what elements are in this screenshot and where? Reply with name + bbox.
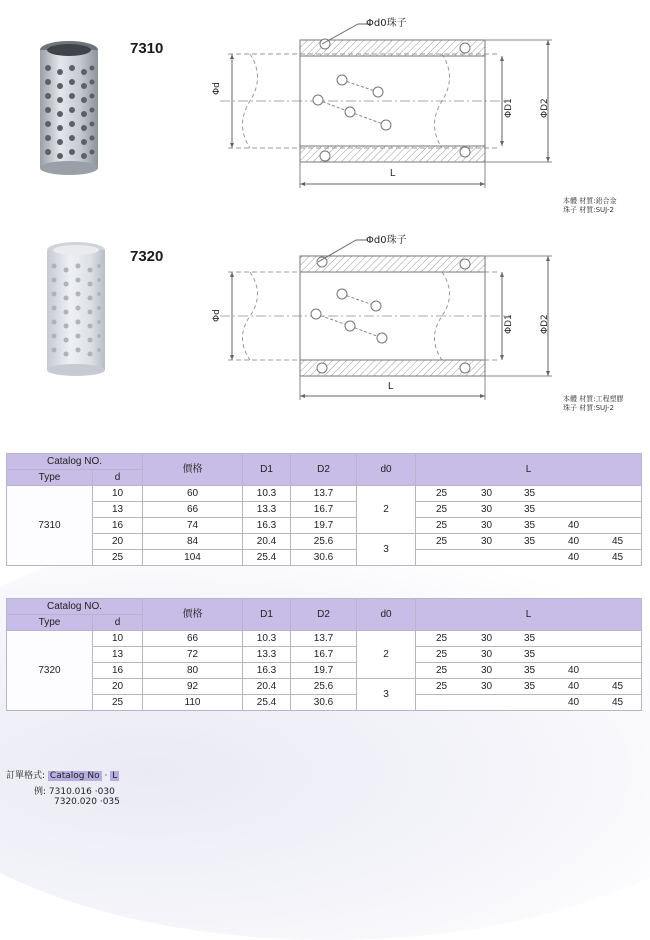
header-d: d	[93, 615, 143, 631]
dim-d1-7310: ΦD1	[504, 98, 514, 118]
cell-d1: 20.4	[243, 534, 291, 550]
product-7310-photo	[28, 38, 110, 180]
header-price: 價格	[143, 454, 243, 486]
l-value: 25	[436, 633, 448, 644]
cell-price: 104	[143, 550, 243, 566]
l-value: 30	[481, 520, 493, 531]
order-l-box: L	[112, 771, 118, 781]
dim-d2-7310: ΦD2	[540, 98, 550, 118]
l-value: 30	[481, 536, 493, 547]
cell-d2: 30.6	[291, 695, 357, 711]
l-value: 45	[612, 552, 624, 563]
material-line: 本體 材質:鋁合金	[563, 197, 617, 205]
l-value: 25	[436, 536, 448, 547]
cell-d: 20	[93, 534, 143, 550]
header-l: L	[416, 599, 642, 631]
background-swoosh	[0, 520, 650, 940]
cell-d: 16	[93, 663, 143, 679]
ball-label-7320: Φd0珠子	[366, 235, 407, 246]
cell-d: 13	[93, 647, 143, 663]
cell-l	[416, 631, 642, 647]
cell-price: 72	[143, 647, 243, 663]
header-type: Type	[7, 470, 93, 486]
cell-d2: 19.7	[291, 518, 357, 534]
header-d1: D1	[243, 599, 291, 631]
l-value: 30	[481, 633, 493, 644]
cell-d2: 25.6	[291, 534, 357, 550]
l-value: 35	[524, 665, 536, 676]
l-value: 35	[524, 536, 536, 547]
cell-price: 66	[143, 502, 243, 518]
l-value: 35	[524, 488, 536, 499]
example-part: 7320.020	[54, 797, 97, 807]
table-row	[7, 631, 642, 647]
cell-price: 92	[143, 679, 243, 695]
l-value: 25	[436, 520, 448, 531]
type-cell: 7320	[7, 631, 93, 711]
cell-d2: 16.7	[291, 647, 357, 663]
header-catalog: Catalog NO.	[7, 454, 143, 470]
cell-price: 84	[143, 534, 243, 550]
l-value: 30	[481, 665, 493, 676]
l-value: 35	[524, 520, 536, 531]
l-value: 40	[568, 681, 580, 692]
material-line: 本體 材質:工程塑膠	[563, 395, 624, 403]
cell-d2: 25.6	[291, 679, 357, 695]
material-7310	[563, 197, 617, 215]
order-format	[6, 768, 119, 781]
dim-d-7310: Φd	[212, 82, 222, 95]
cell-d1: 25.4	[243, 695, 291, 711]
cell-d: 25	[93, 550, 143, 566]
dim-d2-7320: ΦD2	[540, 314, 550, 334]
cell-d2: 13.7	[291, 486, 357, 502]
cell-d1: 13.3	[243, 647, 291, 663]
cell-d: 10	[93, 631, 143, 647]
l-value: 25	[436, 665, 448, 676]
header-type: Type	[7, 615, 93, 631]
header-d1: D1	[243, 454, 291, 486]
example-l: ·030	[94, 787, 115, 797]
cell-d1: 20.4	[243, 679, 291, 695]
cell-price: 60	[143, 486, 243, 502]
cell-d1: 25.4	[243, 550, 291, 566]
example-l: ·035	[99, 797, 120, 807]
order-format-label: 訂單格式:	[6, 771, 46, 781]
dim-d1-7320: ΦD1	[504, 314, 514, 334]
l-value: 30	[481, 488, 493, 499]
cell-d: 10	[93, 486, 143, 502]
cell-d: 25	[93, 695, 143, 711]
example-part: 7310.016	[48, 787, 92, 797]
table-row	[7, 486, 642, 502]
l-value: 25	[436, 504, 448, 515]
cell-d2: 16.7	[291, 502, 357, 518]
l-value: 25	[436, 649, 448, 660]
cell-price: 74	[143, 518, 243, 534]
header-price: 價格	[143, 599, 243, 631]
cell-d: 20	[93, 679, 143, 695]
l-value: 30	[481, 681, 493, 692]
order-example-2	[54, 797, 120, 807]
header-d: d	[93, 470, 143, 486]
type-cell: 7310	[7, 486, 93, 566]
material-7320	[563, 395, 624, 413]
table-row	[7, 679, 642, 695]
dim-d-7320: Φd	[212, 309, 222, 322]
cell-d1: 16.3	[243, 663, 291, 679]
cell-price: 80	[143, 663, 243, 679]
l-value: 35	[524, 504, 536, 515]
table-row	[7, 534, 642, 550]
cell-l	[416, 695, 642, 711]
header-d2: D2	[291, 599, 357, 631]
cell-d0: 2	[357, 631, 416, 679]
dim-l-7310: L	[390, 168, 396, 179]
l-value: 25	[436, 488, 448, 499]
header-d0: d0	[357, 454, 416, 486]
product-7320-photo	[36, 240, 116, 380]
cell-l	[416, 518, 642, 534]
cell-d1: 16.3	[243, 518, 291, 534]
l-value: 25	[436, 681, 448, 692]
ball-label-7310: Φd0珠子	[366, 18, 407, 29]
cell-d2: 19.7	[291, 663, 357, 679]
cell-l	[416, 534, 642, 550]
cell-l	[416, 550, 642, 566]
table-row	[7, 518, 642, 534]
l-value: 30	[481, 504, 493, 515]
l-value: 40	[568, 552, 580, 563]
cell-l	[416, 679, 642, 695]
order-catalog-box: Catalog No	[49, 771, 100, 781]
cell-l	[416, 647, 642, 663]
cell-l	[416, 502, 642, 518]
l-value: 45	[612, 697, 624, 708]
table-row	[7, 647, 642, 663]
cell-d2: 13.7	[291, 631, 357, 647]
header-d0: d0	[357, 599, 416, 631]
l-value: 35	[524, 649, 536, 660]
table-row	[7, 502, 642, 518]
material-line: 珠子 材質:SUJ-2	[563, 404, 614, 412]
cell-price: 110	[143, 695, 243, 711]
model-label-7320: 7320	[130, 248, 164, 265]
cell-d: 16	[93, 518, 143, 534]
order-example-1	[34, 784, 115, 797]
cell-d0: 3	[357, 534, 416, 566]
example-label: 例:	[34, 787, 47, 797]
header-l: L	[416, 454, 642, 486]
header-d2: D2	[291, 454, 357, 486]
cell-d0: 2	[357, 486, 416, 534]
l-value: 40	[568, 536, 580, 547]
cell-d2: 30.6	[291, 550, 357, 566]
cell-l	[416, 486, 642, 502]
table-row	[7, 550, 642, 566]
l-value: 40	[568, 520, 580, 531]
l-value: 30	[481, 649, 493, 660]
cell-d0: 3	[357, 679, 416, 711]
l-value: 40	[568, 697, 580, 708]
cell-d1: 10.3	[243, 631, 291, 647]
l-value: 35	[524, 681, 536, 692]
cell-d: 13	[93, 502, 143, 518]
cell-d1: 13.3	[243, 502, 291, 518]
material-line: 珠子 材質:SUJ-2	[563, 206, 614, 214]
header-catalog: Catalog NO.	[7, 599, 143, 615]
model-label-7310: 7310	[130, 40, 164, 57]
l-value: 40	[568, 665, 580, 676]
spec-table-7310	[6, 453, 642, 566]
l-value: 35	[524, 633, 536, 644]
table-row	[7, 663, 642, 679]
spec-table-7320	[6, 598, 642, 711]
dim-l-7320: L	[388, 381, 394, 392]
table-row	[7, 695, 642, 711]
cell-price: 66	[143, 631, 243, 647]
cell-d1: 10.3	[243, 486, 291, 502]
order-separator: ·	[104, 771, 108, 781]
l-value: 45	[612, 536, 624, 547]
l-value: 45	[612, 681, 624, 692]
cell-l	[416, 663, 642, 679]
